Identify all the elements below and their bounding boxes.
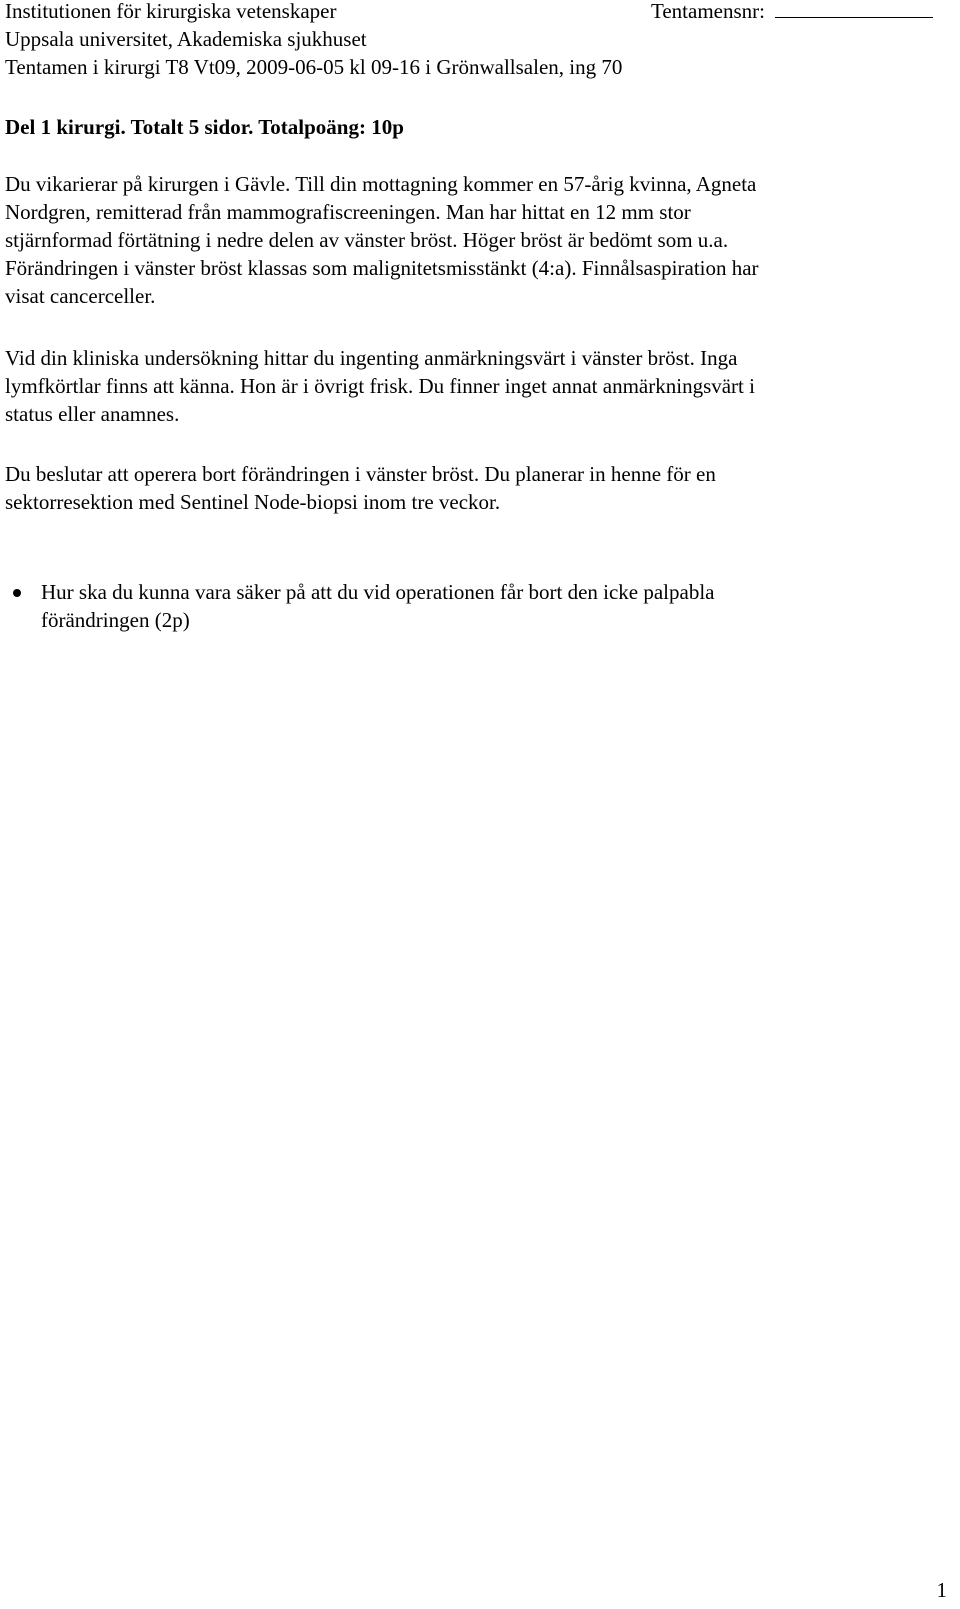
university-line: Uppsala universitet, Akademiska sjukhuset — [5, 27, 367, 51]
paragraph-line: Förändringen i vänster bröst klassas som malignitetsmisstänkt (4:a). Finnålsaspiration har — [5, 256, 759, 280]
exam-info-line: Tentamen i kirurgi T8 Vt09, 2009-06-05 kl 09-16 i Grönwallsalen, ing 70 — [5, 55, 623, 79]
institution-line: Institutionen för kirurgiska vetenskaper — [5, 0, 337, 23]
paragraph-line: lymfkörtlar finns att känna. Hon är i övrigt frisk. Du finner inget annat anmärkningsvärt i — [5, 374, 755, 398]
paragraph-line: Nordgren, remitterad från mammografiscreeningen. Man har hittat en 12 mm stor — [5, 200, 691, 224]
question-line: förändringen (2p) — [41, 608, 190, 632]
section-title: Del 1 kirurgi. Totalt 5 sidor. Totalpoäng: 10p — [5, 115, 404, 139]
paragraph-line: Du beslutar att operera bort förändringen i vänster bröst. Du planerar in henne för en — [5, 462, 716, 486]
case-paragraph-2 — [5, 344, 905, 428]
paragraph-line: Du vikarierar på kirurgen i Gävle. Till din mottagning kommer en 57-årig kvinna, Agneta — [5, 172, 757, 196]
exam-number-blank-line — [775, 0, 933, 18]
exam-number-field — [651, 0, 933, 25]
paragraph-line: Vid din kliniska undersökning hittar du ingenting anmärkningsvärt i vänster bröst. Inga — [5, 346, 738, 370]
paragraph-line: visat cancerceller. — [5, 284, 156, 308]
exam-number-label: Tentamensnr: — [651, 0, 765, 23]
page-number: 1 — [936, 1578, 947, 1602]
exam-page — [5, 0, 955, 1609]
paragraph-line: sektorresektion med Sentinel Node-biopsi inom tre veckor. — [5, 490, 501, 514]
paragraph-line: stjärnformad förtätning i nedre delen av vänster bröst. Höger bröst är bedömt som u.a. — [5, 228, 729, 252]
case-paragraph-1 — [5, 170, 905, 310]
case-paragraph-3 — [5, 460, 905, 516]
question-line: Hur ska du kunna vara säker på att du vid operationen får bort den icke palpabla — [41, 580, 715, 604]
paragraph-line: status eller anamnes. — [5, 402, 180, 426]
bullet-icon — [13, 589, 21, 597]
question-text — [41, 578, 901, 634]
